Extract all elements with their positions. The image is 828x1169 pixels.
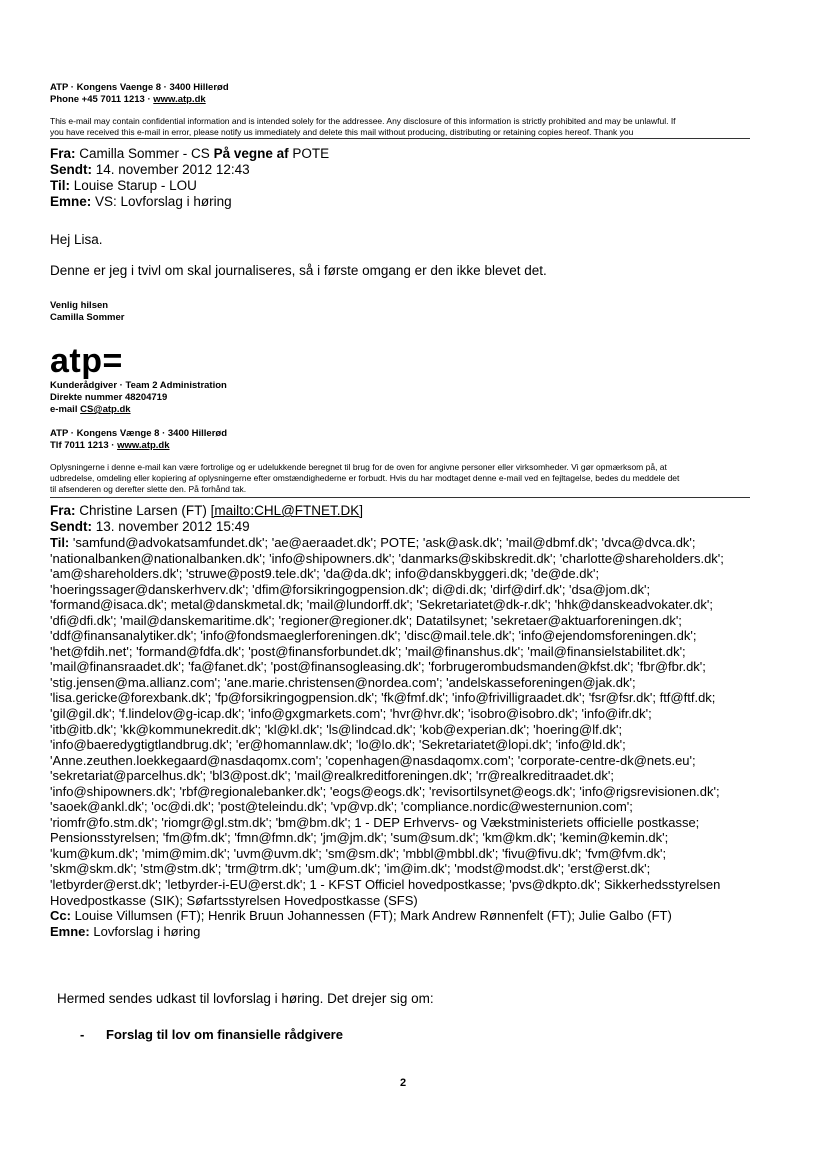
to-line: 'dfi@dfi.dk'; 'mail@danskemaritime.dk'; 'regioner@regioner.dk'; Datatilsynet; 'sekretaer@aktuarforeningen.dk';	[50, 612, 682, 628]
from-value: Camilla Sommer - CS	[79, 146, 210, 161]
behalf-value: POTE	[292, 146, 330, 161]
to-line: 'nationalbanken@nationalbanken.dk'; 'info@shipowners.dk'; 'danmarks@skibskredit.dk'; 'charlotte@shareholders.dk';	[50, 550, 724, 566]
to-line: 'skm@skm.dk'; 'stm@stm.dk'; 'trm@trm.dk'; 'um@um.dk'; 'im@im.dk'; 'modst@modst.dk'; 'erst@erst.dk';	[50, 861, 651, 877]
divider	[50, 138, 750, 139]
email-link[interactable]: CS@atp.dk	[80, 404, 131, 415]
from-value: Christine Larsen (FT)	[79, 503, 211, 518]
to-line: 'het@fdih.net'; 'formand@fdfa.dk'; 'post@finansforbundet.dk'; 'mail@finanshus.dk'; 'mail@finansielstabilitet.dk';	[50, 643, 686, 659]
sent-value: 13. november 2012 15:49	[95, 519, 250, 534]
to-line: 'am@shareholders.dk'; 'struwe@post9.tele.dk'; 'da@da.dk'; info@danskbyggeri.dk; 'de@de.dk';	[50, 566, 600, 582]
to-line: 'sekretariat@parcelhus.dk'; 'bl3@post.dk'; 'mail@realkreditforeningen.dk'; 'rr@realkreditraadet.dk';	[50, 768, 614, 784]
second-sent	[50, 519, 250, 535]
subject-line	[50, 924, 790, 940]
sent-label: Sendt:	[50, 162, 92, 177]
to-line: 'hoeringssager@danskerhverv.dk'; 'dfim@forsikringogpension.dk'; di@di.dk; 'dirf@dirf.dk'; 'dsa@jom.dk';	[50, 581, 651, 597]
top-disclaimer-line2: you have received this e-mail in error, please notify us immediately and delete this mail without producing, distributing or retaining copies hereof. Thank you	[50, 127, 634, 137]
to-label: Til:	[50, 535, 70, 550]
top-disclaimer-line1: This e-mail may contain confidential information and is intended solely for the addressee. Any disclosure of this information is strictly prohibited and may be unlawful. If	[50, 116, 676, 126]
website-link[interactable]: www.atp.dk	[117, 440, 170, 451]
page-number: 2	[400, 1077, 407, 1089]
list-item-text: Forslag til lov om finansielle rådgivere	[106, 1027, 343, 1042]
signature-line1: Kunderådgiver · Team 2 Administration	[50, 380, 227, 391]
from-label: Fra:	[50, 503, 76, 518]
from-label: Fra:	[50, 146, 76, 161]
sent-value: 14. november 2012 12:43	[95, 162, 250, 177]
subject-value: Lovforslag i høring	[93, 923, 201, 939]
to-line-text: 'samfund@advokatsamfundet.dk'; 'ae@aeraadet.dk'; POTE; 'ask@ask.dk'; 'mail@dbmf.dk'; 'dvca@dvca.dk';	[72, 535, 696, 550]
to-line: 'stig.jensen@ma.allianz.com'; 'ane.marie.christensen@nordea.com'; 'andelskasseforeningen@jak.dk';	[50, 674, 636, 690]
first-sent	[50, 162, 250, 178]
top-company-line2	[50, 94, 206, 106]
sent-label: Sendt:	[50, 519, 92, 534]
to-line: 'riomfr@fo.stm.dk'; 'riomgr@gl.stm.dk'; 'bm@bm.dk'; 1 - DEP Erhvervs- og Vækstministeriets officielle postkasse;	[50, 814, 700, 830]
to-line: 'lisa.gericke@forexbank.dk'; 'fp@forsikringogpension.dk'; 'fk@fmf.dk'; 'info@frivilligraadet.dk'; 'fsr@fsr.dk'; ftf@ftf.dk;	[50, 690, 716, 706]
divider	[50, 497, 750, 498]
to-value: Louise Starup - LOU	[73, 178, 197, 193]
first-subject	[50, 194, 232, 210]
first-body-text: Denne er jeg i tvivl om skal journaliseres, så i første omgang er den ikke blevet det.	[50, 263, 547, 278]
greeting: Hej Lisa.	[50, 232, 103, 247]
second-disclaimer-line2: udbredelse, omdeling eller kopiering af oplysningerne efter omstændighederne er forbudt. Hvis du har modtaget denne e-mail ved en fejltagelse, bedes du meddele det	[50, 473, 680, 483]
to-line: 'gil@gil.dk'; 'f.lindelov@g-icap.dk'; 'info@gxgmarkets.com'; 'hvr@hvr.dk'; 'isobro@isobro.dk'; 'info@ifr.dk';	[50, 706, 652, 722]
second-from	[50, 503, 363, 519]
second-disclaimer-line3: til afsenderen og derefter slette den. På forhånd tak.	[50, 484, 247, 494]
cc-line	[50, 908, 790, 924]
to-line	[50, 535, 790, 551]
from-mailto-link[interactable]: [mailto:CHL@FTNET.DK]	[210, 503, 364, 518]
phone: Tlf 7011 1213 ·	[50, 440, 118, 451]
cc-label: Cc:	[50, 908, 71, 924]
to-line: 'kum@kum.dk'; 'mim@mim.dk'; 'uvm@uvm.dk'; 'sm@sm.dk'; 'mbbl@mbbl.dk'; 'fivu@fivu.dk'; 'fvm@fvm.dk';	[50, 845, 667, 861]
to-line: 'Anne.zeuthen.loekkegaard@nasdaqomx.com'; 'copenhagen@nasdaqomx.com'; 'corporate-centre-dk@nets.eu';	[50, 752, 696, 768]
signature-addr1: ATP · Kongens Vænge 8 · 3400 Hillerød	[50, 428, 228, 439]
signature-addr2	[50, 440, 170, 452]
to-label: Til:	[50, 178, 70, 193]
to-line: 'saoek@ankl.dk'; 'oc@di.dk'; 'post@teleindu.dk'; 'vp@vp.dk'; 'compliance.nordic@westernunion.com';	[50, 799, 633, 815]
to-line: 'info@shipowners.dk'; 'rbf@regionalebanker.dk'; 'eogs@eogs.dk'; 'revisortilsynet@eogs.dk'; 'info@rigsrevisionen.dk';	[50, 783, 720, 799]
subject-value: VS: Lovforslag i høring	[95, 194, 232, 209]
signature-email-line	[50, 404, 131, 416]
cc-value: Louise Villumsen (FT); Henrik Bruun Johannessen (FT); Mark Andrew Rønnenfelt (FT); Julie Galbo (FT)	[74, 908, 672, 924]
to-line: Pensionsstyrelsen; 'fm@fm.dk'; 'fmn@fmn.dk'; 'jm@jm.dk'; 'sum@sum.dk'; 'km@km.dk'; 'kemin@kemin.dk';	[50, 830, 669, 846]
subject-label: Emne:	[50, 194, 92, 209]
behalf-label: På vegne af	[213, 146, 289, 161]
list-item	[80, 1027, 343, 1042]
first-to	[50, 178, 197, 194]
subject-label: Emne:	[50, 923, 90, 939]
to-line: 'ddf@finansanalytiker.dk'; 'info@fondsmaeglerforeningen.dk'; 'disc@mail.tele.dk'; 'info@ejendomsforeningen.dk';	[50, 628, 697, 644]
second-body-text: Hermed sendes udkast til lovforslag i høring. Det drejer sig om:	[57, 991, 434, 1006]
signature-name: Camilla Sommer	[50, 312, 125, 323]
top-website-link[interactable]: www.atp.dk	[153, 94, 206, 105]
top-phone: Phone +45 7011 1213 ·	[50, 94, 154, 105]
atp-logo: atp=	[50, 342, 123, 380]
to-line: 'itb@itb.dk'; 'kk@kommunekredit.dk'; 'kl@kl.dk'; 'ls@lindcad.dk'; 'kob@experian.dk'; 'hoering@lf.dk';	[50, 721, 623, 737]
to-line: 'mail@finansraadet.dk'; 'fa@fanet.dk'; 'post@finansogleasing.dk'; 'forbrugerombudsmanden@kfst.dk'; 'fbr@fbr.dk';	[50, 659, 706, 675]
to-line: 'letbyrder@erst.dk'; 'letbyrder-i-EU@erst.dk'; 1 - KFST Officiel hovedpostkasse; 'pvs@dkpto.dk'; Sikkerhedsstyrelsen	[50, 877, 721, 893]
recipients-block	[50, 535, 790, 939]
second-disclaimer-line1: Oplysningerne i denne e-mail kan være fortrolige og er udelukkende beregnet til brug for de oven for angivne personer eller virksomheder. Vi gør opmærksom på, at	[50, 462, 667, 472]
regards: Venlig hilsen	[50, 300, 109, 311]
email-prefix: e-mail	[50, 404, 81, 415]
top-company-line1: ATP · Kongens Vaenge 8 · 3400 Hillerød	[50, 82, 229, 93]
to-line: 'info@baeredygtigtlandbrug.dk'; 'er@homannlaw.dk'; 'lo@lo.dk'; 'Sekretariatet@lopi.dk'; 'info@ld.dk';	[50, 737, 626, 753]
to-line: 'formand@isaca.dk'; metal@danskmetal.dk; 'mail@lundorff.dk'; 'Sekretariatet@dk-r.dk'; 'hhk@danskeadvokater.dk';	[50, 597, 713, 613]
signature-line2: Direkte nummer 48204719	[50, 392, 168, 403]
to-line: Hovedpostkasse (SIK); Søfartsstyrelsen Hovedpostkasse (SFS)	[50, 892, 418, 908]
list-bullet: -	[80, 1027, 85, 1042]
first-from	[50, 146, 329, 162]
